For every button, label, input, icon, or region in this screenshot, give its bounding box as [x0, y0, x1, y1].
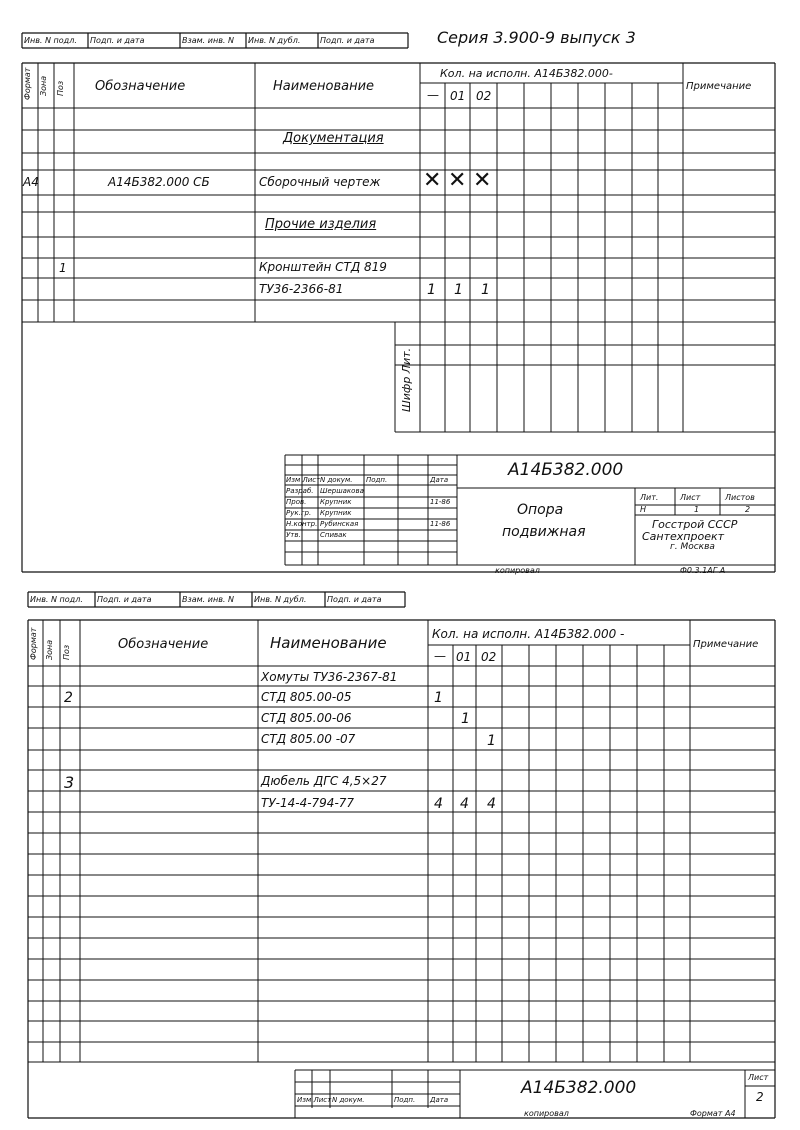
bracket-tu: ТУ36-2366-81 — [259, 282, 344, 296]
stamp2-format: Формат А4 — [690, 1109, 736, 1118]
stamp1-name-2: Крупник — [320, 509, 352, 517]
sign-date-label-4: Подп. и дата — [327, 595, 382, 604]
stamp1-date-0: 11-86 — [430, 498, 451, 506]
stamp1-name-1: Крупник — [320, 498, 352, 506]
stamp1-sheets-val: 2 — [745, 505, 751, 514]
col-format: Формат — [23, 67, 32, 100]
bracket-qty-0: 1 — [427, 282, 436, 298]
col-format-2: Формат — [29, 627, 38, 660]
pos-2: 2 — [64, 690, 73, 706]
item-qty-2: 1 — [487, 733, 496, 749]
stamp1-role-4: Утв. — [286, 531, 301, 539]
clamps-name: Хомуты ТУ36-2367-81 — [261, 670, 398, 684]
stamp2-h-doc: N докум. — [332, 1096, 365, 1104]
stamp1-code: А14Б382.000 — [508, 460, 624, 480]
stamp1-h-doc: N докум. — [320, 476, 353, 484]
sign-date-label-3: Подп. и дата — [97, 595, 152, 604]
col-zone-2: Зона — [45, 639, 54, 660]
sheet1-table-lines — [22, 63, 775, 432]
col-zone: Зона — [39, 75, 48, 96]
col-v2: 02 — [476, 89, 492, 103]
stamp1-copied: копировал — [495, 566, 540, 575]
col-name-2: Наименование — [270, 634, 387, 652]
col-qty-header: Кол. на исполн. А14Б382.000- — [440, 67, 613, 80]
inv-dupl-label-2: Инв. N дубл. — [254, 595, 307, 604]
col-name: Наименование — [273, 79, 375, 94]
inv-dupl-label: Инв. N дубл. — [248, 36, 301, 45]
stamp1-h-date: Дата — [430, 476, 449, 484]
stamp2-sheet-val: 2 — [756, 1090, 764, 1104]
doc-mark-0: ✕ — [423, 168, 442, 193]
col-pos-2: Поз — [62, 644, 71, 660]
sign-date-label: Подп. и дата — [90, 36, 145, 45]
doc-mark-1: ✕ — [448, 168, 467, 193]
doc-format: А4 — [23, 175, 39, 189]
stamp1-name-3: Рубинская — [320, 520, 359, 528]
col-v2-2: 02 — [481, 650, 497, 664]
dowel-tu: ТУ-14-4-794-77 — [261, 796, 355, 810]
col-note-2: Примечание — [693, 639, 759, 650]
stamp1-org-1: Госстрой СССР — [652, 518, 738, 531]
stamp1-lit-label: Лит. — [640, 493, 659, 502]
stamp2-copied: копировал — [524, 1109, 569, 1118]
stamp1-role-3: Н.контр. — [286, 520, 318, 528]
stamp2-h-izm: Изм Лист — [297, 1096, 332, 1104]
replace-inv-label-2: Взам. инв. N — [182, 595, 234, 604]
dowel-qty-2: 4 — [487, 796, 496, 812]
col-designation: Обозначение — [95, 79, 186, 94]
section-documentation: Документация — [283, 131, 384, 146]
dowel-qty-0: 4 — [434, 796, 443, 812]
bracket-qty-2: 1 — [481, 282, 490, 298]
item-qty-1: 1 — [461, 711, 470, 727]
bracket-pos: 1 — [59, 261, 67, 275]
stamp2-h-date: Дата — [430, 1096, 449, 1104]
col-v1: 01 — [450, 89, 466, 103]
inv-orig-label: Инв. N подл. — [24, 36, 77, 45]
stamp1-role-1: Пров. — [286, 498, 307, 506]
stamp2-code: А14Б382.000 — [521, 1078, 637, 1098]
stamp1-lit-val: Н — [640, 505, 647, 514]
col-qty-header-2: Кол. на исполн. А14Б382.000 - — [432, 627, 625, 641]
pos-3: 3 — [64, 773, 75, 792]
col-v0-2: — — [434, 649, 446, 663]
stamp1-org-2: Сантехпроект — [642, 530, 725, 543]
cipher-lit-label: Шифр Лит. — [400, 347, 413, 412]
item-qty-0: 1 — [434, 690, 443, 706]
stamp1-org-3: г. Москва — [670, 542, 715, 552]
inv-orig-label-2: Инв. N подл. — [30, 595, 83, 604]
doc-mark-2: ✕ — [473, 168, 492, 193]
sheet2-table-lines — [28, 620, 775, 1062]
item-name-1: СТД 805.00-06 — [261, 711, 352, 725]
col-pos: Поз — [56, 80, 65, 96]
stamp1-role-2: Рук.гр. — [286, 509, 312, 517]
stamp1-sheets-label: Листов — [725, 493, 755, 502]
doc-name: Сборочный чертеж — [259, 175, 381, 189]
item-name-2: СТД 805.00 -07 — [261, 732, 356, 746]
col-v1-2: 01 — [456, 650, 472, 664]
stamp1-date-1: 11-86 — [430, 520, 451, 528]
sign-date-label-2: Подп. и дата — [320, 36, 375, 45]
stamp2-h-sign: Подп. — [394, 1096, 416, 1104]
stamp1-name-4: Спивак — [320, 531, 347, 539]
series-title: Серия 3.900-9 выпуск 3 — [437, 28, 636, 47]
dowel-qty-1: 4 — [460, 796, 469, 812]
stamp1-sheet-label: Лист — [680, 493, 701, 502]
stamp1-h-izm: Изм Лист — [286, 476, 321, 484]
stamp1-name-0: Шершакова — [320, 487, 364, 495]
col-v0: — — [427, 88, 439, 102]
item-name-0: СТД 805.00-05 — [261, 690, 352, 704]
stamp1-format: Ф0.3.1АГ А — [680, 566, 726, 575]
replace-inv-label: Взам. инв. N — [182, 36, 234, 45]
stamp1-title-1: Опора — [517, 502, 564, 518]
doc-designation: А14Б382.000 СБ — [108, 175, 210, 189]
stamp1-title-2: подвижная — [502, 524, 586, 540]
stamp1-sheet-val: 1 — [694, 505, 700, 514]
dowel-name: Дюбель ДГС 4,5×27 — [261, 774, 387, 788]
stamp1-role-0: Разраб. — [286, 487, 314, 495]
col-note: Примечание — [686, 81, 752, 92]
stamp1-h-sign: Подп. — [366, 476, 388, 484]
sheet2-frame — [28, 592, 775, 1118]
bracket-qty-1: 1 — [454, 282, 463, 298]
stamp2-sheet-label: Лист — [748, 1073, 769, 1082]
bracket-name: Кронштейн СТД 819 — [259, 260, 387, 274]
col-designation-2: Обозначение — [118, 637, 209, 652]
section-other-items: Прочие изделия — [265, 217, 377, 232]
